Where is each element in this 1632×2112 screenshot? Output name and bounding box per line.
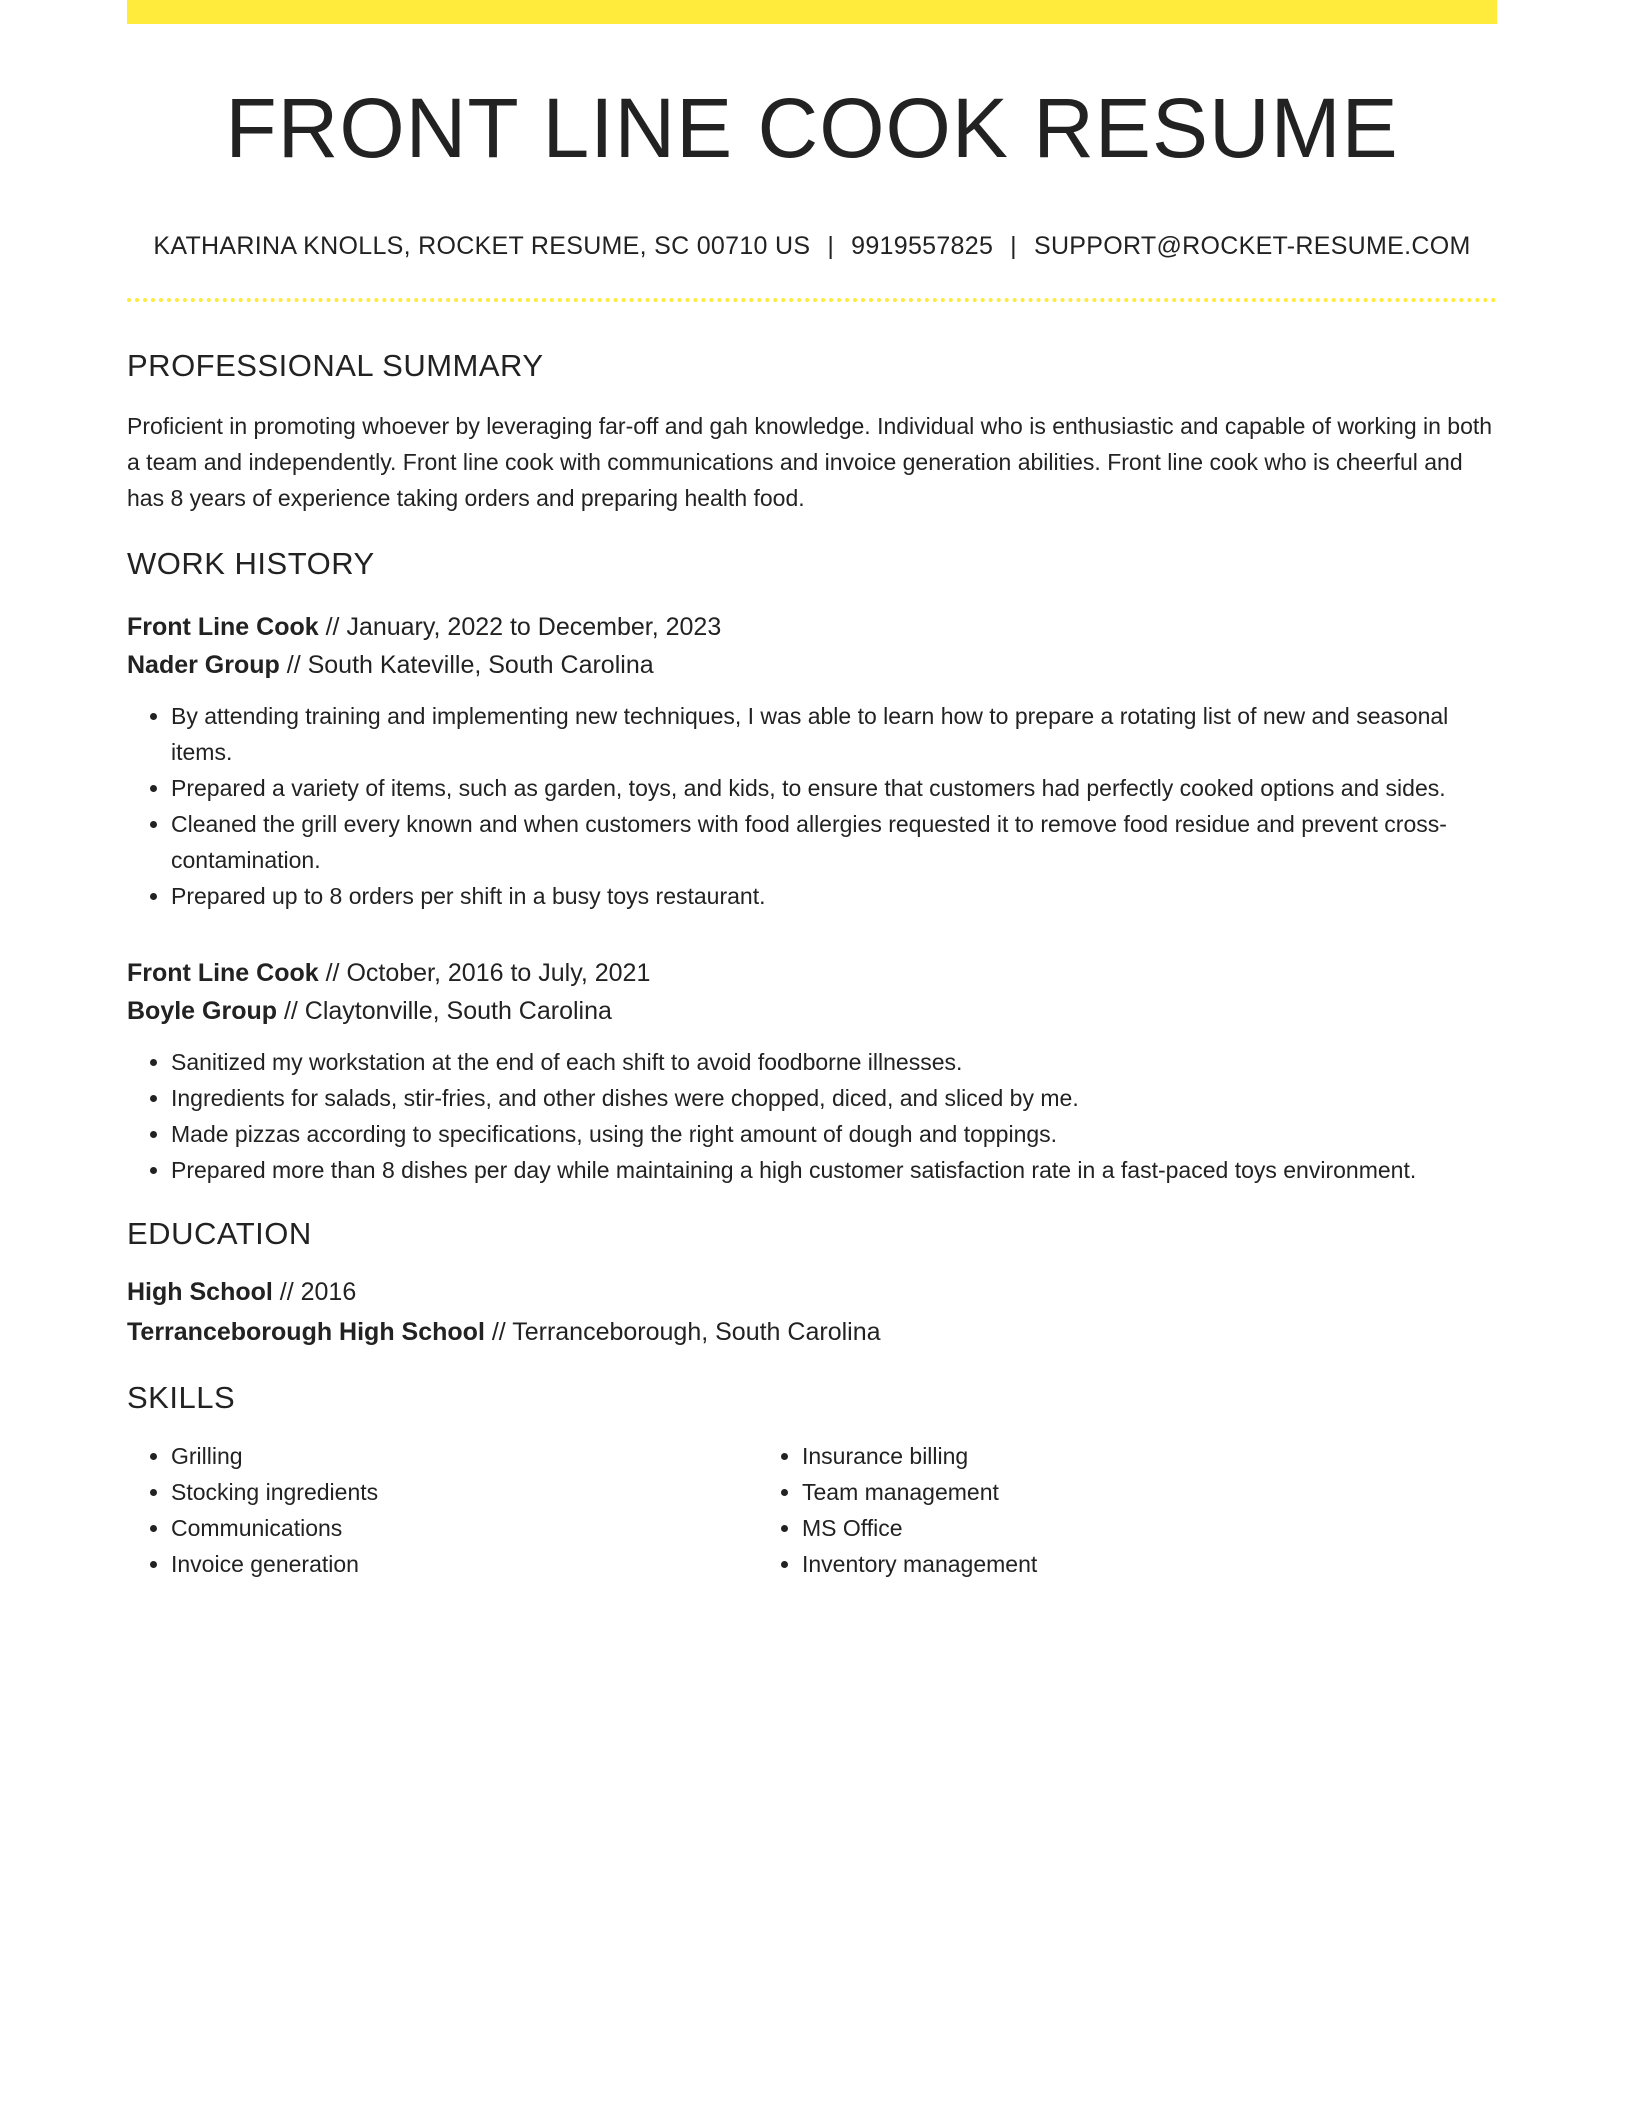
summary-heading: PROFESSIONAL SUMMARY bbox=[127, 348, 544, 384]
education-degree: High School bbox=[127, 1278, 273, 1307]
contact-phone: 9919557825 bbox=[851, 232, 994, 261]
job-bullet: • Prepared up to 8 orders per shift in a busy toys restaurant. bbox=[171, 878, 1497, 914]
job-company-line bbox=[127, 646, 1497, 684]
job-location: // South Kateville, South Carolina bbox=[279, 651, 654, 680]
dotted-divider bbox=[127, 298, 1497, 302]
job-bullet: • Cleaned the grill every known and when customers with food allergies requested it to remove food residue and prevent cross-contamination. bbox=[171, 806, 1497, 878]
education-year: // 2016 bbox=[272, 1278, 357, 1307]
education-school-line bbox=[127, 1312, 1497, 1352]
education-entry bbox=[127, 1272, 1497, 1352]
skills-list-left bbox=[127, 1438, 758, 1582]
job-bullet: • Ingredients for salads, stir-fries, and other dishes were chopped, diced, and sliced by me. bbox=[171, 1080, 1497, 1116]
job-bullet: • Prepared a variety of items, such as garden, toys, and kids, to ensure that customers had perfectly cooked options and sides. bbox=[171, 770, 1497, 806]
contact-address: KATHARINA KNOLLS, ROCKET RESUME, SC 00710 US bbox=[153, 232, 811, 261]
skills-columns bbox=[127, 1438, 1497, 1582]
job-bullet: • Made pizzas according to specifications, using the right amount of dough and toppings. bbox=[171, 1116, 1497, 1152]
job-entry bbox=[127, 608, 1497, 914]
job-dates: // January, 2022 to December, 2023 bbox=[318, 613, 722, 642]
skill-item: • Inventory management bbox=[802, 1546, 1389, 1582]
accent-top-bar bbox=[127, 0, 1497, 24]
summary-text: Proficient in promoting whoever by leveraging far-off and gah knowledge. Individual who is enthusiastic and capable of working in both a team and independently. Front line cook with communications and invoice generation abilities. Front line cook who is cheerful and has 8 years of experience taking orders and preparing health food. bbox=[127, 413, 1493, 512]
job-bullet: • Sanitized my workstation at the end of each shift to avoid foodborne illnesses. bbox=[171, 1044, 1497, 1080]
job-bullets bbox=[127, 698, 1497, 914]
skill-item: • Team management bbox=[802, 1474, 1389, 1510]
work-history-heading: WORK HISTORY bbox=[127, 546, 375, 582]
job-role-line bbox=[127, 608, 1497, 646]
resume-title: FRONT LINE COOK RESUME bbox=[225, 81, 1399, 175]
contact-separator: | bbox=[827, 232, 835, 261]
education-school: Terranceborough High School bbox=[127, 1318, 485, 1347]
skill-item: • Communications bbox=[171, 1510, 758, 1546]
skill-item: • MS Office bbox=[802, 1510, 1389, 1546]
contact-separator: | bbox=[1010, 232, 1017, 261]
job-bullet: • Prepared more than 8 dishes per day while maintaining a high customer satisfaction rate in a fast-paced toys environment. bbox=[171, 1152, 1497, 1188]
skills-heading: SKILLS bbox=[127, 1380, 236, 1416]
education-degree-line bbox=[127, 1272, 1497, 1312]
education-heading: EDUCATION bbox=[127, 1216, 312, 1252]
skill-item: • Insurance billing bbox=[802, 1438, 1389, 1474]
job-bullets bbox=[127, 1044, 1497, 1188]
job-company: Nader Group bbox=[127, 651, 280, 680]
job-role-line bbox=[127, 954, 1497, 992]
job-entry bbox=[127, 954, 1497, 1188]
resume-page bbox=[127, 0, 1497, 1582]
job-company-line bbox=[127, 992, 1497, 1030]
job-role: Front Line Cook bbox=[127, 613, 319, 642]
job-bullet: • By attending training and implementing new techniques, I was able to learn how to prepare a rotating list of new and seasonal items. bbox=[171, 698, 1497, 770]
contact-email: SUPPORT@ROCKET-RESUME.COM bbox=[1033, 232, 1471, 261]
skill-item: • Stocking ingredients bbox=[171, 1474, 758, 1510]
skill-item: • Invoice generation bbox=[171, 1546, 758, 1582]
job-company: Boyle Group bbox=[127, 997, 278, 1026]
education-location: // Terranceborough, South Carolina bbox=[484, 1318, 881, 1347]
job-role: Front Line Cook bbox=[127, 959, 319, 988]
job-dates: // October, 2016 to July, 2021 bbox=[318, 959, 651, 988]
contact-line bbox=[127, 232, 1497, 261]
skill-item: • Grilling bbox=[171, 1438, 758, 1474]
skills-list-right bbox=[758, 1438, 1389, 1582]
job-location: // Claytonville, South Carolina bbox=[277, 997, 612, 1026]
